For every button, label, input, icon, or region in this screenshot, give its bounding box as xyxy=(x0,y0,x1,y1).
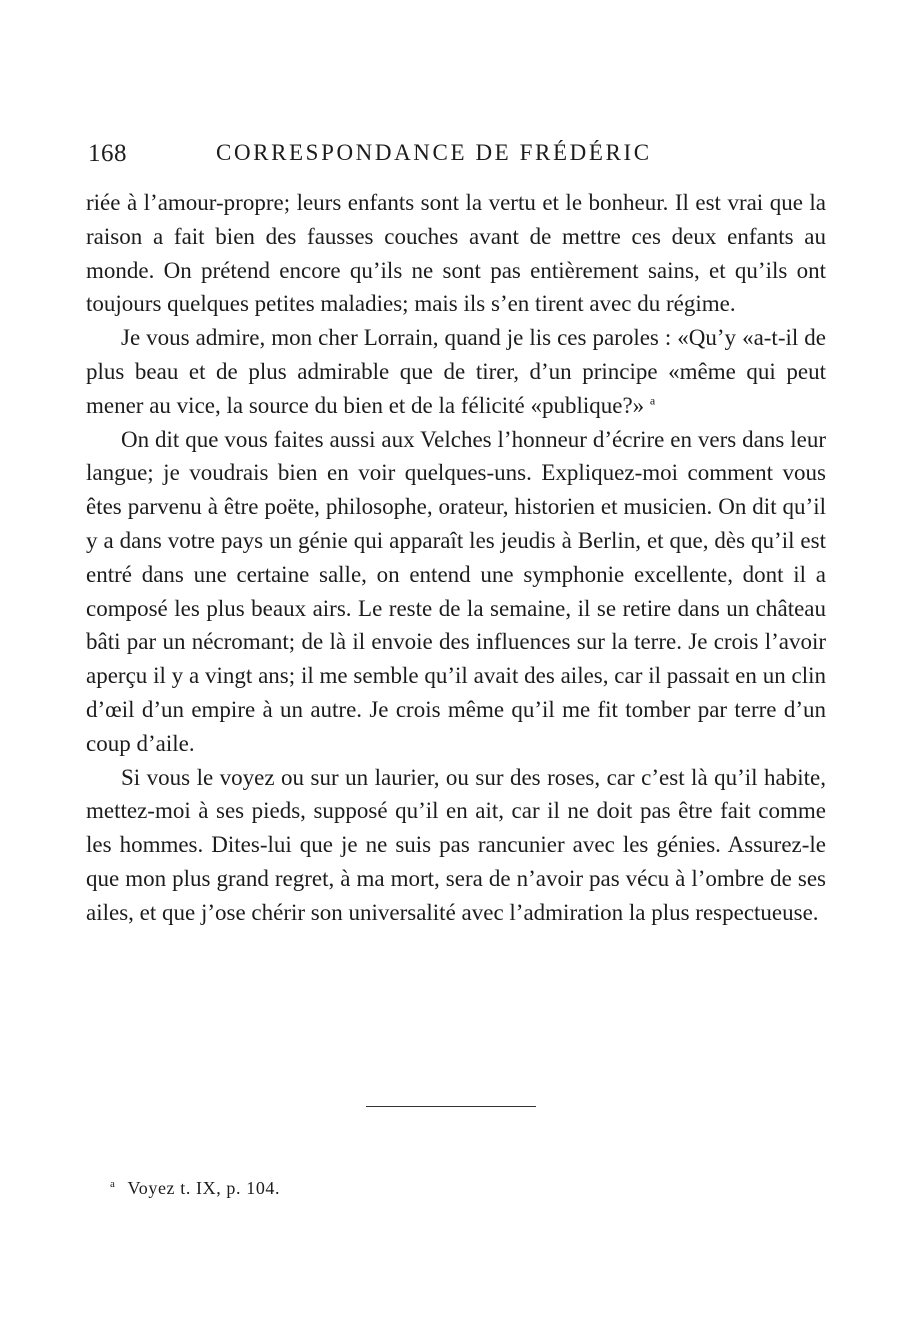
footnote-mark: a xyxy=(110,1178,116,1190)
section-rule xyxy=(366,1106,536,1107)
page-number: 168 xyxy=(88,140,127,167)
footnote-text: Voyez t. IX, p. 104. xyxy=(127,1178,281,1198)
paragraph-continuation: riée à l’amour-propre; leurs enfants sont la vertu et le bonheur. Il est vrai que la raison a fait bien des fausses couches avant de mettre ces deux enfants au monde. On prétend encore qu’ils ne sont pas entièrement sains, et qu’ils ont toujours quelques petites maladies; mais ils s’en tirent avec du régime. xyxy=(86,190,826,317)
footnote xyxy=(110,1178,280,1199)
paragraph-quote xyxy=(86,321,826,422)
body-text xyxy=(86,186,826,930)
page-header xyxy=(88,140,824,176)
footnote-reference: a xyxy=(649,393,656,408)
paragraph-genie: On dit que vous faites aussi aux Velches l’honneur d’écrire en vers dans leur langue; je voudrais bien en voir quelques-uns. Expliquez-moi comment vous êtes parvenu à être poëte, philosophe, orateur, historien et musicien. On dit qu’il y a dans votre pays un génie qui apparaît les jeudis à Berlin, et que, dès qu’il est entré dans une certaine salle, on entend une symphonie excellente, dont il a composé les plus beaux airs. Le reste de la semaine, il se retire dans un château bâti par un nécromant; de là il envoie des influences sur la terre. Je crois l’avoir aperçu il y a vingt ans; il me semble qu’il avait des ailes, car il passait en un clin d’œil d’un empire à un autre. Je crois même qu’il me fit tomber par terre d’un coup d’aile. xyxy=(86,426,826,756)
paragraph-quote-text: Je vous admire, mon cher Lorrain, quand je lis ces paroles : «Qu’y «a-t-il de plus beau et de plus admirable que de tirer, d’un principe «même qui peut mener au vice, la source du bien et de la félicité «publique?» xyxy=(86,325,826,418)
paragraph-closing: Si vous le voyez ou sur un laurier, ou sur des roses, car c’est là qu’il habite, mettez-moi à ses pieds, supposé qu’il en ait, car il ne doit pas être fait comme les hommes. Dites-lui que je ne suis pas rancunier avec les génies. Assurez-le que mon plus grand regret, à ma mort, sera de n’avoir pas vécu à l’ombre de ses ailes, et que j’ose chérir son universalité avec l’admiration la plus respectueuse. xyxy=(86,764,826,925)
running-head: CORRESPONDANCE DE FRÉDÉRIC xyxy=(216,140,652,165)
